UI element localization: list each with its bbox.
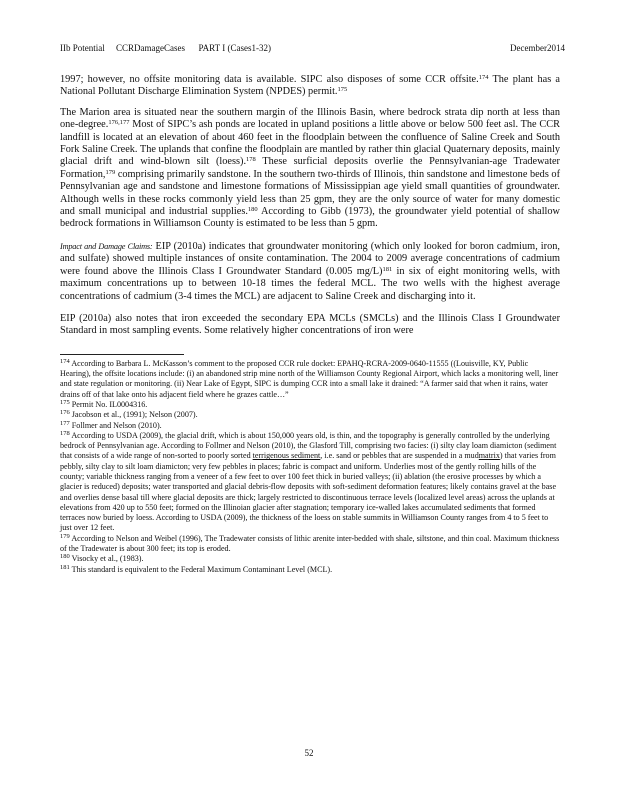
header-date: December2014 — [510, 43, 565, 53]
footnote-177: $^{177}$ Follmer and Nelson (2010). — [60, 419, 162, 430]
paragraph-impact-claims: Impact and Damage Claims: EIP (2010a) indicates that groundwater monitoring (which only looked for boron cadmium, iron, and sulfate) showed multiple instances of onsite contamination. The 2004 to 2009 average concentrations of cadmium were found above the Illinois Class I Groundwater Standard (0.005 mg/L)$^{181}$ in six of eight monitoring wells, with maximum concentrations up to between 10-18 times the federal MCL. The two wells with the highest average concentrations of cadmium (3-4 times the MCL) are adjacent to Saline Creek and discharging into it. — [60, 240, 560, 302]
footnotes — [60, 359, 560, 575]
footnote-180: $^{180}$ Visocky et al., (1983). — [60, 553, 144, 564]
link-terrigenous-sediment[interactable]: terrigenous sediment — [252, 451, 321, 461]
paragraph-offsite-disposal: 1997; however, no offsite monitoring data is available. SIPC also disposes of some CCR offsite.$^{174}$ The plant has a National Pollutant Discharge Elimination System (NPDES) permit.$^{175}$ — [60, 74, 560, 98]
footnote-separator — [60, 354, 184, 355]
footnote-178: $^{178}$ According to USDA (2009), the glacial drift, which is about 150,000 years old, is thin, and the topography is generally controlled by the underlying bedrock of Pennsylvanian age. According to Follmer and Nelson (2010), the Glasford Till, comprising two facies: (i) silty clay loam diamicton (sediment that consists of a wide range of non-sorted to poorly sorted terrigenous sediment, i.e. sand or pebbles that are suspended in a mudmatrix) that varies from pebbly, silty clay to silt loam diamicton; very few pebbles in places; fabric is compact and uniform. Underlies most of the gently rolling hills of the county; variable thickness ranging from a veneer of a few feet to over 100 feet thick in buried valleys; (ii) ablation (the erosive processes by which a glacier is reduced) deposits; water transported and glacial debris-flow deposits with soft-sediment deformation features; likely contains gravel at the base and overlies dense basal till where glacial deposits are thick; largely restricted to discontinuous terrace levels (localized level areas) across the uplands at elevations from 420 up to 550 feet; formed on the Illinoian glacier after stagnation; temporary ice-walled lakes accumulated sediments that formed terraces now buried by loess. According to USDA (2009), the thickness of the loess on stable summits in Williamson County ranges from 4 to 5 feet to just over 12 feet. — [60, 429, 557, 533]
footnote-ref-179[interactable]: 179 — [105, 168, 116, 176]
paragraph-marion-area: The Marion area is situated near the southern margin of the Illinois Basin, where bedrock strata dip north at less than one-degree.$^{176,177}$ Most of SIPC’s ash ponds are located in upland positions a little above or below 500 feet asl. The CCR landfill is located at an elevation of about 460 feet in the floodplain between the confluence of Saline Creek and South Fork Saline Creek. The uplands that confine the floodplain are mantled by rather thin glacial Quaternary deposits, mainly glacial drift and wind-blown silt (loess).$^{178}$ These surficial deposits overlie the Pennsylvanian-age Tradewater Formation,$^{179}$ comprising primarily sandstone. In the southern two-thirds of Illinois, thin sandstone and limestone beds of Pennsylvanian age and sandstone and limestone formations of Mississippian age yield small quantities of groundwater. Although wells in these rocks commonly yield less than 25 gpm, they are the only source of water for many domestic and small municipal and industrial supplies.$^{180}$ According to Gibb (1973), the groundwater yield potential of shallow bedrock formations in Williamson County is estimated to be less than 5 gpm. — [60, 106, 560, 230]
footnote-181: $^{181}$ This standard is equivalent to the Federal Maximum Contaminant Level (MCL). — [60, 563, 333, 574]
footnote-ref-175[interactable]: 175 — [337, 86, 348, 94]
running-header — [60, 43, 565, 57]
footnote-175: $^{175}$ Permit No. IL0004316. — [60, 398, 148, 409]
footnote-ref-180[interactable]: 180 — [247, 206, 258, 214]
footnote-ref-176-177[interactable]: 176,177 — [108, 119, 130, 127]
header-left: IIb Potential CCRDamageCases PART I (Cases1-32) — [60, 43, 271, 53]
footnote-179: $^{179}$ According to Nelson and Weibel (1996), The Tradewater consists of lithic arenite inter-bedded with shale, siltstone, and thin coal. Maximum thickness of the Tradewater is about 300 feet; its top is eroded. — [60, 532, 560, 554]
impact-claims-heading: Impact and Damage Claims: — [60, 241, 153, 251]
body-text — [60, 74, 560, 575]
footnote-176: $^{176}$ Jacobson et al., (1991); Nelson (2007). — [60, 409, 198, 420]
footnote-ref-178[interactable]: 178 — [246, 156, 256, 164]
footnote-ref-174[interactable]: 174 — [478, 74, 489, 81]
page-number: 52 — [304, 748, 314, 758]
footnote-174: $^{174}$ According to Barbara L. McKasson’s comment to the proposed CCR rule docket: EPAHQ-RCRA-2009-0640-11555 ((Louisville, KY, Public Hearing), the offsite locations include: (i) an abandoned strip mine north of the Williamson County Regional Airport, which lacks a monitoring well, liner and state regulation or monitoring. (ii) Near Lake of Egypt, SIPC is dumping CCR into a small lake it drained: “A farmer said that when it rains, water drains off of that lake onto his adjacent field where he grazes cattle…” — [60, 357, 559, 399]
footnote-ref-181[interactable]: 181 — [382, 265, 393, 273]
paragraph-iron-exceedance: EIP (2010a) also notes that iron exceeded the secondary EPA MCLs (SMCLs) and the Illinois Class I Groundwater Standard in most sampling events. Some relatively higher concentrations of iron were — [60, 312, 560, 337]
link-matrix[interactable]: matrix — [478, 451, 500, 461]
